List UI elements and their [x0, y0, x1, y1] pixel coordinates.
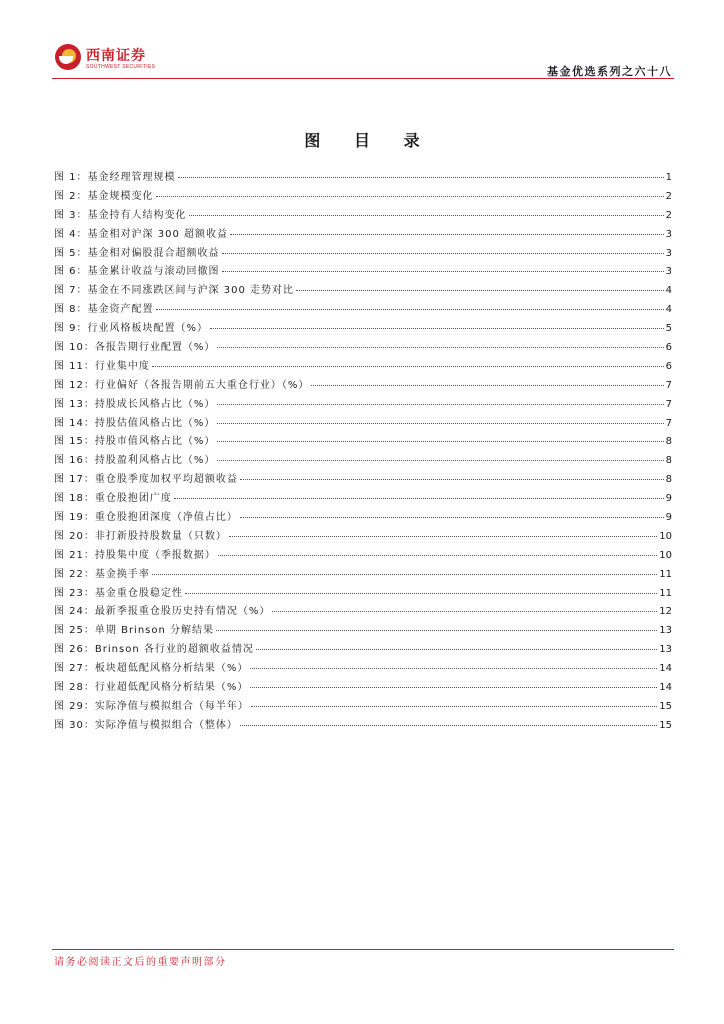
report-series-title: 基金优选系列之六十八	[547, 65, 672, 78]
toc-entry-page-number: 3	[665, 266, 672, 278]
toc-dot-leader	[217, 346, 663, 348]
toc-entry-label: 图 1：基金经理管理规模	[54, 172, 176, 183]
toc-dot-leader	[230, 233, 664, 235]
toc-entry[interactable]	[54, 508, 672, 527]
toc-entry-page-number: 10	[659, 549, 672, 561]
toc-entry-label: 图 12：行业偏好（各报告期前五大重仓行业）（%）	[54, 379, 310, 391]
toc-dot-leader	[218, 554, 657, 556]
toc-entry-label: 图 30：实际净值与模拟组合（整体）	[54, 719, 238, 731]
toc-entry[interactable]	[54, 357, 672, 376]
toc-dot-leader	[217, 440, 663, 442]
toc-entry-page-number: 13	[659, 644, 672, 656]
toc-entry-label: 图 24：最新季报重仓股历史持有情况（%）	[54, 606, 271, 618]
toc-dot-leader	[296, 289, 664, 291]
toc-dot-leader	[250, 686, 657, 688]
toc-entry-label: 图 6：基金累计收益与滚动回撤图	[54, 266, 220, 278]
toc-entry-page-number: 3	[665, 247, 672, 259]
toc-entry[interactable]	[54, 376, 672, 395]
toc-entry-page-number: 7	[665, 417, 672, 429]
toc-dot-leader	[272, 610, 657, 612]
toc-entry-page-number: 3	[665, 228, 672, 240]
toc-dot-leader	[250, 667, 657, 669]
toc-entry-page-number: 8	[665, 455, 672, 467]
toc-dot-leader	[210, 327, 664, 329]
toc-entry-label: 图 10：各报告期行业配置（%）	[54, 342, 216, 354]
toc-entry-page-number: 12	[659, 606, 672, 618]
toc-entry-page-number: 8	[665, 436, 672, 448]
toc-entry-page-number: 8	[665, 474, 672, 486]
toc-entry-page-number: 2	[665, 209, 672, 221]
toc-dot-leader	[189, 214, 664, 216]
toc-entry[interactable]	[54, 716, 672, 735]
toc-dot-leader	[174, 497, 664, 499]
toc-entry[interactable]	[54, 678, 672, 697]
toc-entry[interactable]	[54, 281, 672, 300]
toc-entry[interactable]	[54, 565, 672, 584]
toc-dot-leader	[185, 592, 657, 594]
toc-entry-label: 图 19：重仓股抱团深度（净值占比）	[54, 512, 238, 524]
toc-entry-page-number: 6	[665, 360, 672, 372]
logo-english-name: SOUTHWEST SECURITIES	[86, 64, 156, 70]
footer-divider	[52, 949, 674, 950]
toc-dot-leader	[222, 252, 664, 254]
toc-entry[interactable]	[54, 395, 672, 414]
toc-entry-label: 图 11：行业集中度	[54, 360, 150, 372]
toc-entry[interactable]	[54, 527, 672, 546]
toc-dot-leader	[229, 535, 657, 537]
table-of-figures	[54, 168, 672, 735]
toc-entry[interactable]	[54, 206, 672, 225]
toc-dot-leader	[156, 308, 664, 310]
toc-dot-leader	[251, 705, 657, 707]
toc-entry[interactable]	[54, 225, 672, 244]
toc-entry-label: 图 22：基金换手率	[54, 568, 150, 580]
toc-dot-leader	[311, 384, 663, 386]
toc-entry-label: 图 27：板块超低配风格分析结果（%）	[54, 663, 249, 675]
toc-entry-label: 图 14：持股估值风格占比（%）	[54, 417, 216, 429]
toc-entry-page-number: 15	[659, 719, 672, 731]
toc-entry[interactable]	[54, 640, 672, 659]
logo-chinese-name: 西南证券	[86, 48, 146, 64]
toc-entry-label: 图 15：持股市值风格占比（%）	[54, 436, 216, 448]
toc-entry-label: 图 28：行业超低配风格分析结果（%）	[54, 682, 249, 694]
toc-dot-leader	[240, 724, 657, 726]
toc-entry-label: 图 3：基金持有人结构变化	[54, 209, 187, 221]
header-divider	[52, 78, 674, 79]
toc-entry-label: 图 25：单期 Brinson 分解结果	[54, 625, 215, 637]
toc-entry[interactable]	[54, 659, 672, 678]
toc-dot-leader	[152, 365, 664, 367]
toc-title: 图 目 录	[304, 131, 434, 150]
toc-entry-page-number: 7	[665, 379, 672, 391]
toc-entry-page-number: 6	[665, 342, 672, 354]
toc-entry-page-number: 15	[659, 700, 672, 712]
toc-dot-leader	[222, 270, 664, 272]
toc-entry[interactable]	[54, 338, 672, 357]
logo-emblem-icon	[55, 44, 81, 70]
toc-entry-page-number: 5	[665, 323, 672, 335]
toc-dot-leader	[240, 478, 664, 480]
toc-entry-page-number: 7	[665, 398, 672, 410]
toc-entry-label: 图 9：行业风格板块配置（%）	[54, 323, 209, 335]
toc-entry-label: 图 21：持股集中度（季报数据）	[54, 549, 216, 561]
toc-dot-leader	[217, 403, 663, 405]
toc-entry[interactable]	[54, 432, 672, 451]
toc-entry[interactable]	[54, 470, 672, 489]
toc-entry-page-number: 11	[659, 587, 672, 599]
toc-dot-leader	[178, 176, 664, 178]
toc-entry[interactable]	[54, 319, 672, 338]
toc-entry-label: 图 20：非打新股持股数量（只数）	[54, 530, 227, 542]
toc-entry-page-number: 14	[659, 682, 672, 694]
toc-entry[interactable]	[54, 489, 672, 508]
toc-entry-page-number: 4	[665, 304, 672, 316]
toc-dot-leader	[152, 573, 657, 575]
toc-entry-label: 图 17：重仓股季度加权平均超额收益	[54, 474, 238, 486]
toc-entry-label: 图 13：持股成长风格占比（%）	[54, 398, 216, 410]
toc-entry[interactable]	[54, 262, 672, 281]
toc-entry-page-number: 14	[659, 663, 672, 675]
toc-entry-label: 图 8：基金资产配置	[54, 304, 154, 316]
toc-dot-leader	[216, 629, 657, 631]
toc-entry[interactable]	[54, 546, 672, 565]
toc-entry[interactable]	[54, 621, 672, 640]
toc-dot-leader	[217, 459, 663, 461]
toc-dot-leader	[256, 648, 657, 650]
toc-entry[interactable]	[54, 584, 672, 603]
page-header	[0, 0, 724, 82]
toc-entry-page-number: 9	[665, 512, 672, 524]
toc-dot-leader	[217, 422, 663, 424]
toc-entry-label: 图 29：实际净值与模拟组合（每半年）	[54, 700, 249, 712]
footer-disclaimer: 请务必阅读正文后的重要声明部分	[54, 957, 227, 968]
toc-entry-page-number: 9	[665, 493, 672, 505]
toc-entry[interactable]	[54, 168, 672, 187]
toc-entry-page-number: 11	[659, 568, 672, 580]
toc-entry[interactable]	[54, 697, 672, 716]
toc-entry[interactable]	[54, 300, 672, 319]
toc-entry[interactable]	[54, 414, 672, 433]
toc-dot-leader	[156, 195, 664, 197]
toc-entry-label: 图 4：基金相对沪深 300 超额收益	[54, 228, 228, 240]
toc-entry[interactable]	[54, 244, 672, 263]
toc-entry-page-number: 1	[665, 172, 672, 183]
toc-entry-label: 图 7：基金在不同涨跌区间与沪深 300 走势对比	[54, 285, 294, 297]
toc-entry-label: 图 23：基金重仓股稳定性	[54, 587, 183, 599]
toc-entry-label: 图 18：重仓股抱团广度	[54, 493, 172, 505]
toc-entry-page-number: 10	[659, 530, 672, 542]
toc-entry-page-number: 13	[659, 625, 672, 637]
toc-entry-label: 图 2：基金规模变化	[54, 190, 154, 202]
toc-entry[interactable]	[54, 451, 672, 470]
toc-entry-label: 图 16：持股盈利风格占比（%）	[54, 455, 216, 467]
toc-entry[interactable]	[54, 602, 672, 621]
toc-entry[interactable]	[54, 187, 672, 206]
toc-entry-page-number: 2	[665, 190, 672, 202]
toc-entry-label: 图 26：Brinson 各行业的超额收益情况	[54, 644, 254, 656]
company-logo	[55, 44, 155, 74]
toc-dot-leader	[240, 516, 664, 518]
toc-entry-page-number: 4	[665, 285, 672, 297]
toc-entry-label: 图 5：基金相对偏股混合超额收益	[54, 247, 220, 259]
